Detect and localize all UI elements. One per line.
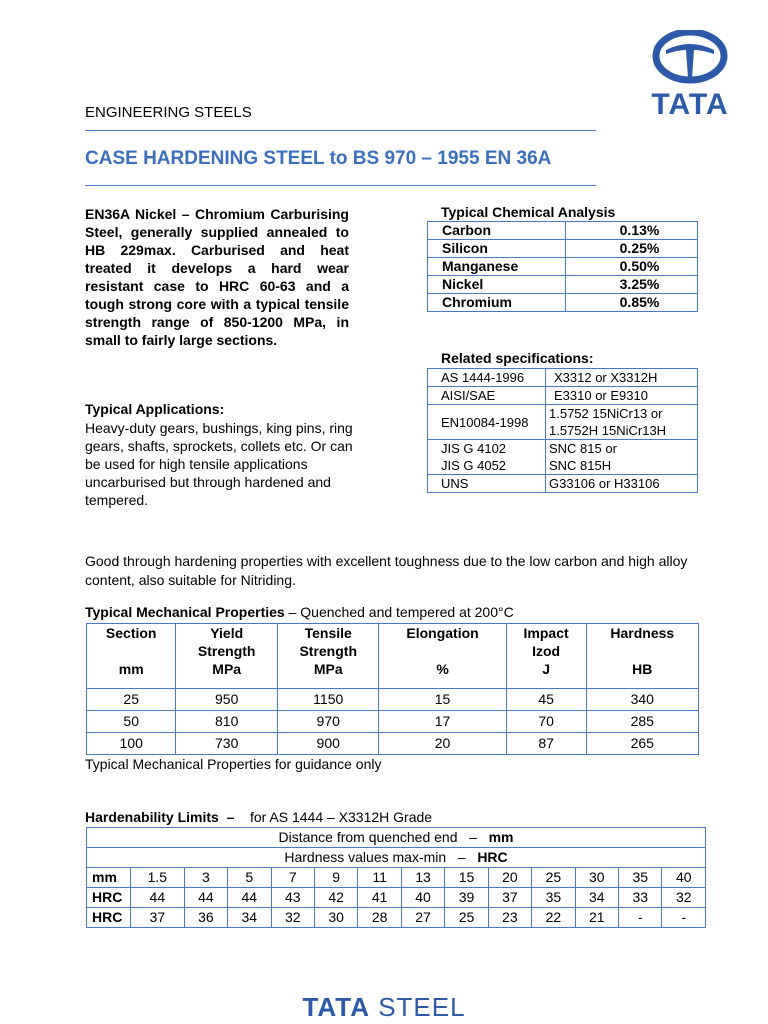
element-cell: Chromium xyxy=(428,294,566,312)
value-cell: 34 xyxy=(228,908,271,928)
value-cell: 41 xyxy=(358,888,401,908)
tata-steel-footer-logo: TATA STEEL xyxy=(302,992,466,1022)
value-cell: 20 xyxy=(488,868,531,888)
section-label: ENGINEERING STEELS xyxy=(85,104,252,121)
grade-cell: X3312 or X3312H xyxy=(546,369,698,387)
standard-cell: AS 1444-1996 xyxy=(428,369,546,387)
column-header: Section mm xyxy=(87,624,176,689)
tata-emblem-icon xyxy=(640,30,740,90)
value-cell: 43 xyxy=(271,888,314,908)
applications-text: Heavy-duty gears, bushings, king pins, ring gears, shafts, sprockets, collets etc. Or can be used for high tensile applications uncarburised but through hardened and tempered. xyxy=(85,420,353,508)
value-cell: - xyxy=(619,908,662,928)
value-cell: 0.85% xyxy=(566,294,698,312)
header-row: Distance from quenched end – mm xyxy=(87,828,706,848)
table-row xyxy=(428,405,698,440)
column-header: Impact Izod J xyxy=(506,624,586,689)
value-cell: 23 xyxy=(488,908,531,928)
element-cell: Manganese xyxy=(428,258,566,276)
value-cell: 37 xyxy=(488,888,531,908)
value-cell: 28 xyxy=(358,908,401,928)
row-label: HRC xyxy=(87,908,131,928)
table-row xyxy=(428,294,698,312)
value-cell: 9 xyxy=(314,868,357,888)
value-cell: 35 xyxy=(619,868,662,888)
value-cell: 42 xyxy=(314,888,357,908)
page-title: CASE HARDENING STEEL to BS 970 – 1955 EN 36A xyxy=(85,148,552,169)
table-row xyxy=(87,908,706,928)
table-row xyxy=(428,440,698,475)
value-cell: 25 xyxy=(532,868,575,888)
value-cell: 44 xyxy=(228,888,271,908)
value-cell: 39 xyxy=(445,888,488,908)
standard-cell: JIS G 4102 JIS G 4052 xyxy=(428,440,546,475)
column-header: Hardness HB xyxy=(586,624,698,689)
logo-wordmark: TATA xyxy=(651,88,729,121)
mechanical-table xyxy=(86,623,699,755)
value-cell: 7 xyxy=(271,868,314,888)
properties-paragraph: Good through hardening properties with excellent toughness due to the low carbon and high alloy content, also suitable for Nitriding. xyxy=(85,553,688,588)
value-cell: - xyxy=(662,908,706,928)
mechanical-note: Typical Mechanical Properties for guidance only xyxy=(85,756,382,772)
related-specs-heading: Related specifications: xyxy=(441,350,594,366)
column-header: Elongation % xyxy=(379,624,506,689)
grade-cell: E3310 or E9310 xyxy=(546,387,698,405)
value-cell: 33 xyxy=(619,888,662,908)
column-header: Yield Strength MPa xyxy=(176,624,278,689)
related-specs-table xyxy=(427,368,698,493)
table-row: 25 950 1150 15 45 340 xyxy=(87,689,699,711)
chemical-analysis-heading: Typical Chemical Analysis xyxy=(441,204,616,220)
grade-cell: 1.5752 15NiCr13 or 1.5752H 15NiCr13H xyxy=(546,405,698,440)
value-cell: 30 xyxy=(575,868,618,888)
table-row xyxy=(428,369,698,387)
value-cell: 5 xyxy=(228,868,271,888)
value-cell: 13 xyxy=(401,868,444,888)
value-cell: 36 xyxy=(184,908,227,928)
divider xyxy=(85,130,596,131)
chemical-analysis-table xyxy=(427,221,698,312)
table-row xyxy=(428,258,698,276)
value-cell: 3 xyxy=(184,868,227,888)
value-cell: 44 xyxy=(184,888,227,908)
standard-cell: AISI/SAE xyxy=(428,387,546,405)
tata-logo xyxy=(640,30,740,120)
header-row: Hardness values max-min – HRC xyxy=(87,848,706,868)
value-cell: 11 xyxy=(358,868,401,888)
steel-description: EN36A Nickel – Chromium Carburising Steel, generally supplied annealed to HB 229max. Carburised and heat treated it develops a hard wear resistant case to HRC 60-63 and a tough strong core with a typical tensile strength range of 850-1200 MPa, in small to fairly large sections. xyxy=(85,206,349,348)
standard-cell: UNS xyxy=(428,475,546,493)
value-cell: 40 xyxy=(401,888,444,908)
value-cell: 15 xyxy=(445,868,488,888)
divider xyxy=(85,185,596,186)
standard-cell: EN10084-1998 xyxy=(428,405,546,440)
value-cell: 44 xyxy=(131,888,185,908)
table-row xyxy=(428,240,698,258)
value-cell: 0.25% xyxy=(566,240,698,258)
value-cell: 0.13% xyxy=(566,222,698,240)
value-cell: 27 xyxy=(401,908,444,928)
value-cell: 1.5 xyxy=(131,868,185,888)
element-cell: Silicon xyxy=(428,240,566,258)
element-cell: Nickel xyxy=(428,276,566,294)
mechanical-heading-bold: Typical Mechanical Properties xyxy=(85,604,285,620)
row-label: mm xyxy=(87,868,131,888)
value-cell: 32 xyxy=(271,908,314,928)
header-row xyxy=(87,624,699,689)
value-cell: 40 xyxy=(662,868,706,888)
mechanical-heading xyxy=(85,604,514,620)
table-row xyxy=(428,222,698,240)
table-row xyxy=(428,475,698,493)
table-row xyxy=(428,276,698,294)
value-cell: 35 xyxy=(532,888,575,908)
value-cell: 32 xyxy=(662,888,706,908)
hardenability-table xyxy=(86,827,706,928)
column-header: Tensile Strength MPa xyxy=(277,624,379,689)
value-cell: 3.25% xyxy=(566,276,698,294)
table-row xyxy=(87,888,706,908)
value-cell: 22 xyxy=(532,908,575,928)
hardenability-heading: Hardenability Limits – for AS 1444 – X3312H Grade xyxy=(85,809,433,825)
row-label: HRC xyxy=(87,888,131,908)
value-cell: 0.50% xyxy=(566,258,698,276)
element-cell: Carbon xyxy=(428,222,566,240)
value-cell: 30 xyxy=(314,908,357,928)
value-cell: 21 xyxy=(575,908,618,928)
grade-cell: G33106 or H33106 xyxy=(546,475,698,493)
applications-heading: Typical Applications: xyxy=(85,401,225,417)
value-cell: 25 xyxy=(445,908,488,928)
value-cell: 37 xyxy=(131,908,185,928)
value-cell: 34 xyxy=(575,888,618,908)
table-row xyxy=(428,387,698,405)
mechanical-heading-rest: – Quenched and tempered at 200°C xyxy=(284,604,514,620)
table-row: 50 810 970 17 70 285 xyxy=(87,711,699,733)
table-row xyxy=(87,868,706,888)
grade-cell: SNC 815 or SNC 815H xyxy=(546,440,698,475)
table-row: 100 730 900 20 87 265 xyxy=(87,733,699,755)
